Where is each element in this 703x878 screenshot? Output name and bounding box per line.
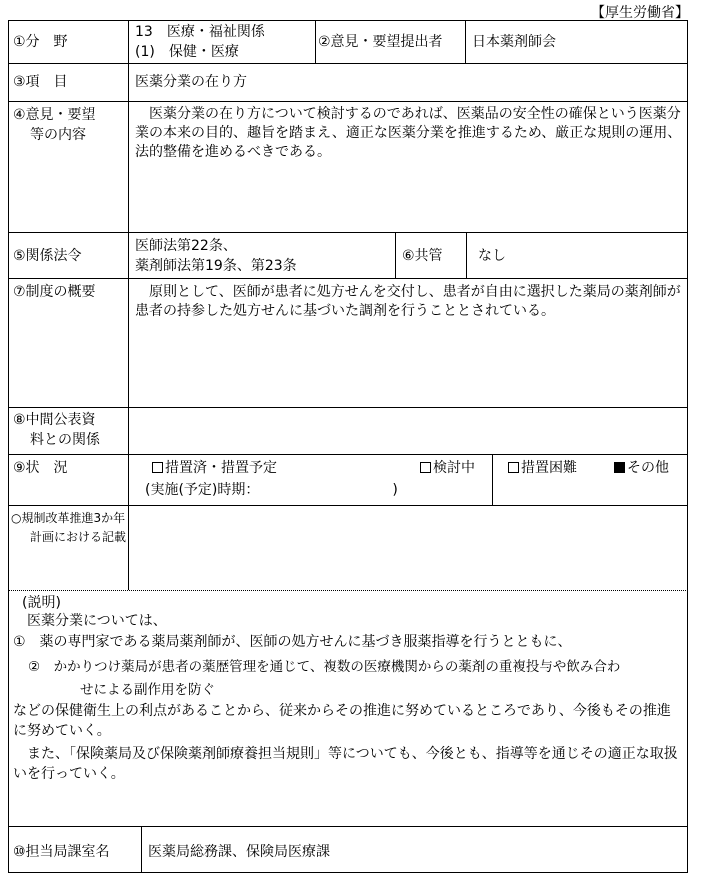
submitter-value: 日本薬剤師会: [472, 34, 556, 50]
opinion-label-line1: ④意見・要望: [13, 107, 96, 123]
opinion-label-line2: 等の内容: [30, 127, 86, 143]
row-divider: [8, 278, 688, 279]
row-divider: [8, 232, 688, 233]
dotted-divider: [8, 590, 688, 591]
cell-divider: [315, 20, 316, 63]
row-divider: [8, 454, 688, 455]
law-value-line1: 医師法第22条、: [135, 238, 237, 254]
item-label: ③項 目: [13, 74, 68, 90]
row-divider: [8, 407, 688, 408]
explanation-line5: などの保健衛生上の利点があることから、従来からその推進に努めているところであり、今後もその推進に努めていく。: [13, 703, 671, 739]
explanation-line6: また、「保険薬局及び保険薬剤師療養担当規則」等についても、今後とも、指導等を通じその適正な取扱いを行っていく。: [13, 746, 678, 782]
joint-label: ⑥共管: [402, 248, 443, 264]
status-option-other: その他: [614, 458, 669, 478]
row-divider: [8, 101, 688, 102]
plan-label-line2: 計画における記載: [30, 530, 127, 544]
plan-label-line1: ○規制改革推進3か年: [11, 511, 126, 525]
opinion-text: 医薬分業の在り方について検討するのであれば、医薬品の安全性の確保という医薬分業の本来の目的、趣旨を踏まえ、適正な医薬分業を推進するため、厳正な規則の運用、法的整備を進めるべきである。: [135, 106, 682, 160]
row-divider: [8, 826, 688, 827]
law-label: ⑤関係法令: [13, 248, 82, 264]
cell-divider: [465, 20, 466, 63]
cell-divider: [492, 454, 493, 505]
submitter-label: ②意見・要望提出者: [318, 34, 443, 50]
status-label: ⑨状 況: [13, 460, 68, 476]
checkbox-checked-icon: [614, 462, 625, 473]
interim-label-line1: ⑧中間公表資: [13, 412, 96, 428]
explanation-line3: ② かかりつけ薬局が患者の薬歴管理を通じて、複数の医療機関からの薬剤の重複投与や飲み合わ: [28, 659, 621, 675]
checkbox-icon: [152, 462, 163, 473]
law-value-line2: 薬剤師法第19条、第23条: [135, 258, 297, 274]
cell-divider: [395, 232, 396, 278]
cell-divider: [466, 232, 467, 278]
field-value-line2: (1) 保健・医療: [135, 44, 239, 60]
dept-label: ⑩担当局課室名: [13, 844, 110, 860]
ministry-label: 【厚生労働省】: [591, 5, 689, 21]
joint-value: なし: [478, 248, 506, 264]
cell-divider: [141, 826, 142, 873]
row-divider: [8, 63, 688, 64]
explanation-line4: せによる副作用を防ぐ: [80, 682, 215, 698]
checkbox-icon: [420, 462, 431, 473]
dept-value: 医薬局総務課、保険局医療課: [148, 844, 330, 860]
interim-label-line2: 料との関係: [30, 432, 100, 448]
status-option-reviewing: 検討中: [420, 458, 475, 478]
status-option-implemented: 措置済・措置予定: [152, 458, 277, 478]
field-value-line1: 13 医療・福祉関係: [135, 24, 265, 40]
label-column-divider: [128, 20, 129, 590]
status-option-difficult: 措置困難: [508, 458, 577, 478]
checkbox-icon: [508, 462, 519, 473]
field-label: ①分 野: [13, 34, 68, 50]
status-schedule: (実施(予定)時期： ): [145, 482, 398, 498]
item-value: 医薬分業の在り方: [135, 74, 247, 90]
outline-text: 原則として、医師が患者に処方せんを交付し、患者が自由に選択した薬局の薬剤師が患者の持参した処方せんに基づいた調剤を行うこととされている。: [135, 284, 681, 319]
explanation-line1: 医薬分業については、: [13, 613, 167, 629]
outline-label: ⑦制度の概要: [13, 284, 96, 300]
explanation-line2: ① 薬の専門家である薬局薬剤師が、医師の処方せんに基づき服薬指導を行うとともに、: [13, 634, 572, 650]
explanation-heading: (説明): [22, 595, 61, 611]
row-divider: [8, 505, 688, 506]
